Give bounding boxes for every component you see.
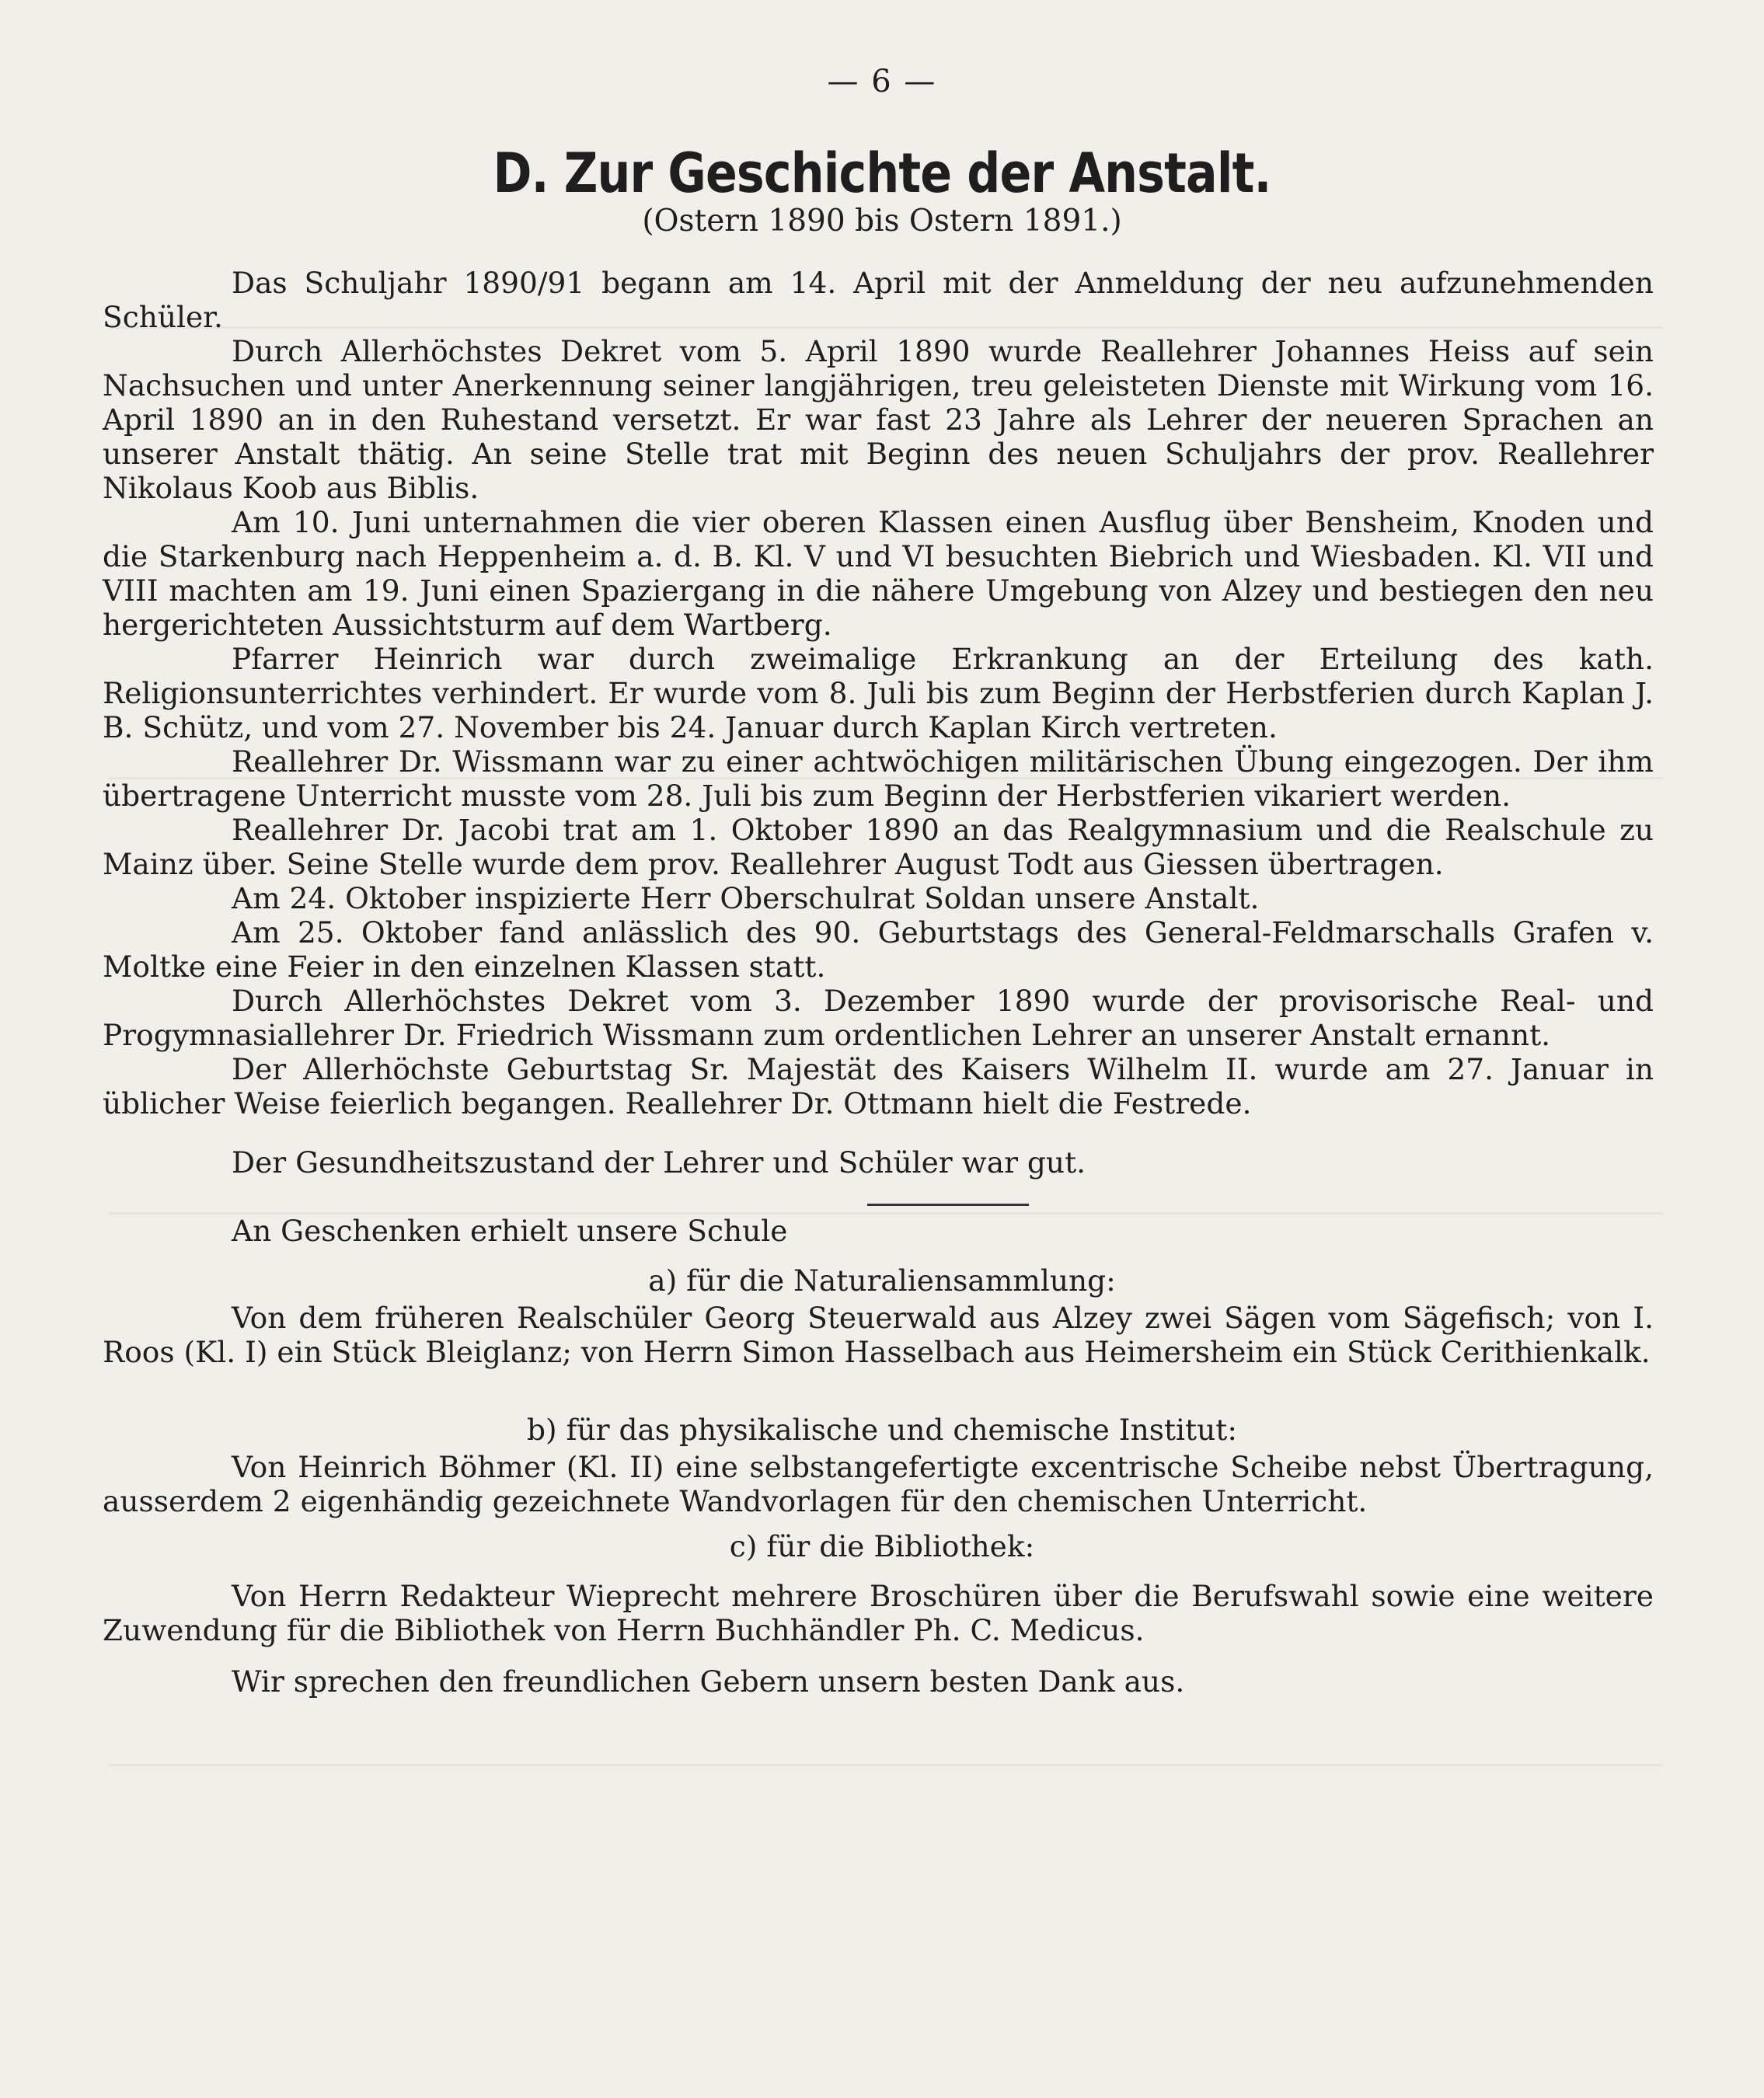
- paragraph: Reallehrer Dr. Jacobi trat am 1. Oktober 1890 an das Realgymnasium und die Realschule zu Mainz über. Seine Stelle wurde dem prov. Reallehrer August Todt aus Giessen übertragen.: [103, 813, 1654, 881]
- gift-text-library: [103, 1579, 1654, 1647]
- paragraph: Am 24. Oktober inspizierte Herr Oberschulrat Soldan unsere Anstalt.: [232, 881, 1260, 915]
- paragraph: Durch Allerhöchstes Dekret vom 5. April 1890 wurde Reallehrer Johannes Heiss auf sein Nachsuchen und unter Anerkennung seiner langjährigen, treu geleisteten Dienste mit Wirkung vom 16. April 1890 an in den Ruhestand versetzt. Er war fast 23 Jahre als Lehrer der neueren Sprachen an unserer Anstalt thätig. An seine Stelle trat mit Beginn des neuen Schuljahrs der prov. Reallehrer Nikolaus Koob aus Biblis.: [103, 334, 1654, 505]
- gifts-intro: An Geschenken erhielt unsere Schule: [232, 1214, 788, 1248]
- health-note-block: [103, 1145, 1654, 1180]
- gifts-intro-block: [103, 1214, 1654, 1248]
- gift-heading-natural-collection: a) für die Naturaliensammlung:: [648, 1263, 1116, 1298]
- history-paragraphs: [103, 266, 1654, 1120]
- gift-heading-library: c) für die Bibliothek:: [729, 1529, 1035, 1563]
- paragraph: Das Schuljahr 1890/91 begann am 14. April mit der Anmeldung der neu aufzunehmenden Schüler.: [103, 266, 1654, 334]
- gift-text: Von Herrn Redakteur Wieprecht mehrere Broschüren über die Berufswahl sowie eine weitere Zuwendung für die Bibliothek von Herrn Buchhändler Ph. C. Medicus.: [103, 1579, 1654, 1647]
- bleed-through-line: [109, 1764, 1663, 1766]
- section-period: (Ostern 1890 bis Ostern 1891.): [642, 204, 1122, 239]
- gift-text: Von dem früheren Realschüler Georg Steuerwald aus Alzey zwei Sägen vom Sägefisch; von I. Roos (Kl. I) ein Stück Bleiglanz; von Herrn Simon Hasselbach aus Heimersheim ein Stück Cerithienkalk.: [103, 1301, 1654, 1369]
- section-divider: [867, 1204, 1029, 1206]
- paragraph: Durch Allerhöchstes Dekret vom 3. Dezember 1890 wurde der provisorische Real- und Progymnasiallehrer Dr. Friedrich Wissmann zum ordentlichen Lehrer an unserer Anstalt ernannt.: [103, 984, 1654, 1052]
- gift-text-physics-chemistry: [103, 1450, 1654, 1518]
- gift-text: Von Heinrich Böhmer (Kl. II) eine selbstangefertigte excentrische Scheibe nebst Übertragung, ausserdem 2 eigenhändig gezeichnete Wandvorlagen für den chemischen Unterricht.: [103, 1450, 1654, 1518]
- gift-heading-physics-chemistry: b) für das physikalische und chemische Institut:: [527, 1413, 1237, 1447]
- gift-text-natural-collection: [103, 1301, 1654, 1369]
- closing-block: [103, 1664, 1654, 1699]
- paragraph: Der Allerhöchste Geburtstag Sr. Majestät des Kaisers Wilhelm II. wurde am 27. Januar in üblicher Weise feierlich begangen. Reallehrer Dr. Ottmann hielt die Festrede.: [103, 1052, 1654, 1120]
- section-title: D. Zur Geschichte der Anstalt.: [493, 141, 1271, 205]
- paragraph: Reallehrer Dr. Wissmann war zu einer achtwöchigen militärischen Übung eingezogen. Der ihm übertragene Unterricht musste vom 28. Juli bis zum Beginn der Herbstferien vikariert werden.: [103, 744, 1654, 813]
- closing-thanks: Wir sprechen den freundlichen Gebern unsern besten Dank aus.: [232, 1664, 1185, 1699]
- paragraph: Pfarrer Heinrich war durch zweimalige Erkrankung an der Erteilung des kath. Religionsunterrichtes verhindert. Er wurde vom 8. Juli bis zum Beginn der Herbstferien durch Kaplan J. B. Schütz, und vom 27. November bis 24. Januar durch Kaplan Kirch vertreten.: [103, 642, 1654, 744]
- paragraph: Am 25. Oktober fand anlässlich des 90. Geburtstags des General-Feldmarschalls Grafen v. Moltke eine Feier in den einzelnen Klassen statt.: [103, 915, 1654, 984]
- page-number: — 6 —: [827, 64, 937, 99]
- health-note: Der Gesundheitszustand der Lehrer und Schüler war gut.: [232, 1145, 1086, 1180]
- paragraph: Am 10. Juni unternahmen die vier oberen Klassen einen Ausflug über Bensheim, Knoden und die Starkenburg nach Heppenheim a. d. B. Kl. V und VI besuchten Biebrich und Wiesbaden. Kl. VII und VIII machten am 19. Juni einen Spaziergang in die nähere Umgebung von Alzey und bestiegen den neu hergerichteten Aussichtsturm auf dem Wartberg.: [103, 505, 1654, 642]
